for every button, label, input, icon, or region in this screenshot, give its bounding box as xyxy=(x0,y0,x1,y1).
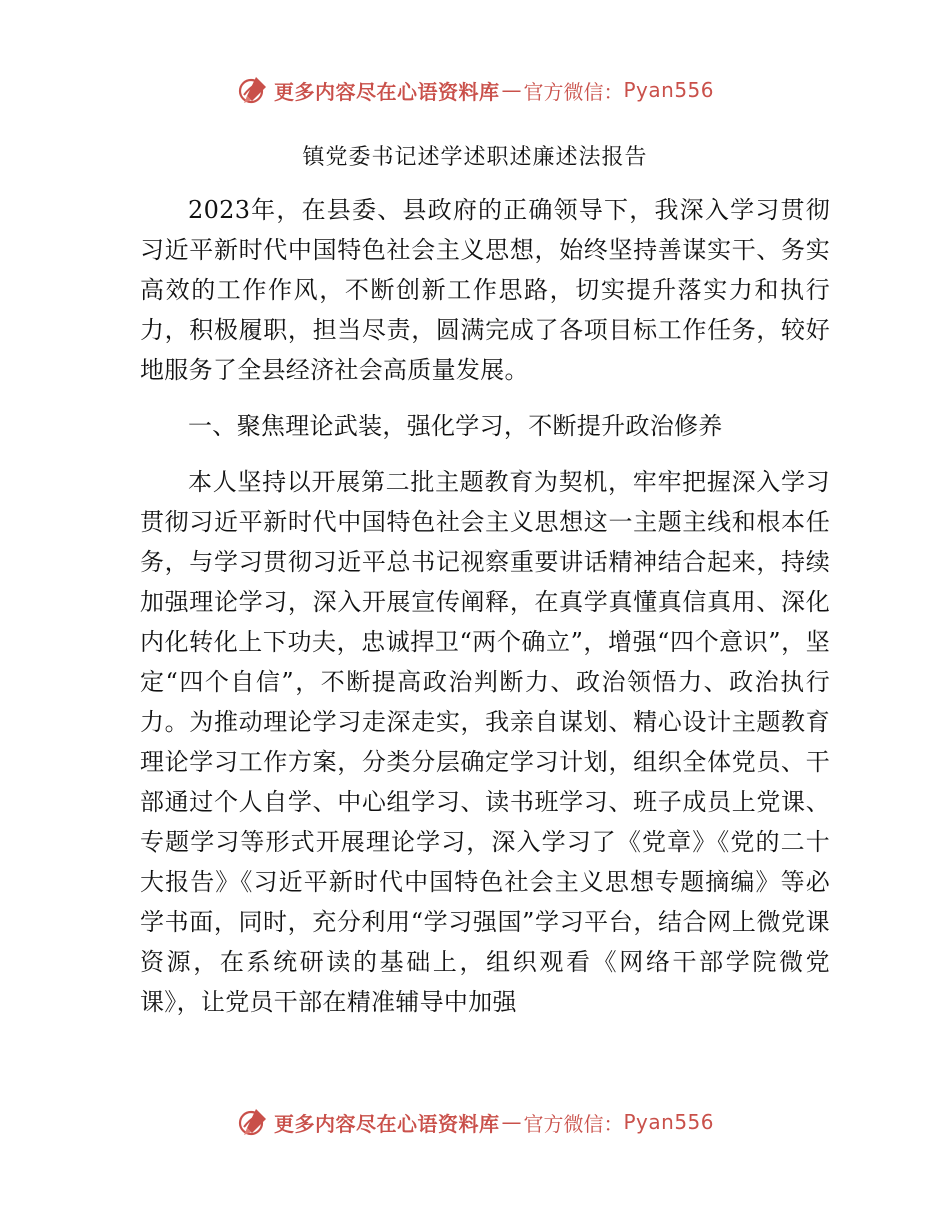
header-banner xyxy=(0,70,950,110)
document-title: 镇党委书记述学述职述廉述法报告 xyxy=(302,145,648,170)
banner-separator: — xyxy=(501,1110,522,1134)
banner-text: 更多内容尽在心语资料库 xyxy=(273,1111,500,1136)
banner-text: 更多内容尽在心语资料库 xyxy=(273,79,500,104)
paragraph-body: 本人坚持以开展第二批主题教育为契机，牢牢把握深入学习贯彻习近平新时代中国特色社会主义思想这一主题主线和根本任务，与学习贯彻习近平总书记视察重要讲话精神结合起来，持续加强理论学习，深入开展宣传阐释，在真学真懂真信真用、深化内化转化上下功夫，忠诚捍卫“两个确立”，增强“四个意识”，坚定“四个自信”，不断提高政治判断力、政治领悟力、政治执行力。为推动理论学习走深走实，我亲自谋划、精心设计主题教育理论学习工作方案，分类分层确定学习计划，组织全体党员、干部通过个人自学、中心组学习、读书班学习、班子成员上党课、专题学习等形式开展理论学习，深入学习了《党章》《党的二十大报告》《习近平新时代中国特色社会主义思想专题摘编》等必学书面，同时，充分利用“学习强国”学习平台，结合网上微党课资源，在系统研读的基础上，组织观看《网络干部学院微党课》，让党员干部在精准辅导中加强 xyxy=(140,468,830,1016)
footer-banner xyxy=(0,1102,950,1142)
document-body xyxy=(140,190,830,1038)
paragraph-intro: 2023年，在县委、县政府的正确领导下，我深入学习贯彻习近平新时代中国特色社会主义思想，始终坚持善谋实干、务实高效的工作作风，不断创新工作思路，切实提升落实力和执行力，积极履职，担当尽责，圆满完成了各项目标工作任务，较好地服务了全县经济社会高质量发展。 xyxy=(140,196,830,384)
banner-wechat-label: 官方微信： xyxy=(523,79,624,104)
banner-wechat-id: Pyan556 xyxy=(623,1110,714,1134)
banner-wechat-id: Pyan556 xyxy=(623,78,714,102)
pen-writing-icon xyxy=(236,73,270,107)
banner-wechat-label: 官方微信： xyxy=(523,1111,624,1136)
section-heading: 一、聚焦理论武装，强化学习，不断提升政治修养 xyxy=(188,412,723,440)
banner-separator: — xyxy=(501,78,522,102)
pen-writing-icon xyxy=(236,1105,270,1139)
